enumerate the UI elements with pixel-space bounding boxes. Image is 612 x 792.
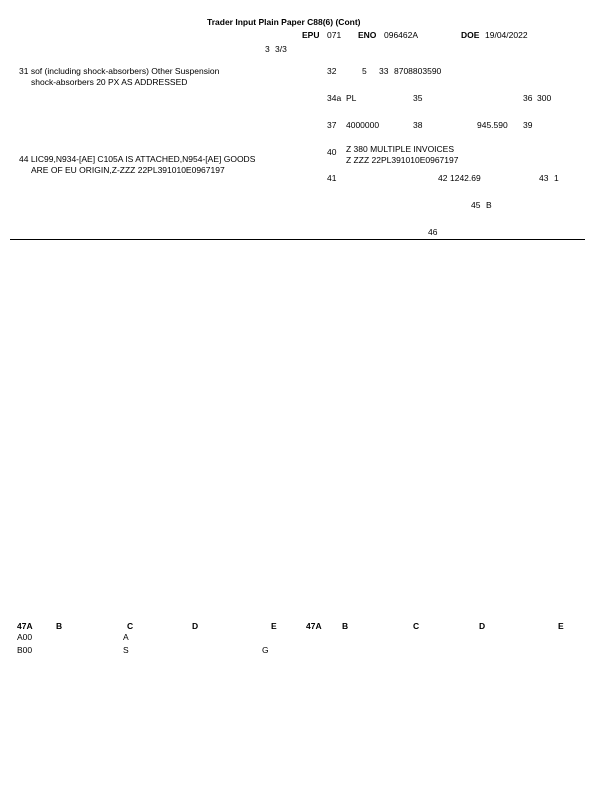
tax-left-header-c: C [127, 621, 134, 631]
tax-right-header-c: C [413, 621, 420, 631]
box31-description-line2: shock-absorbers 20 PX AS ADDRESSED [31, 77, 188, 87]
box45-label: 45 [471, 200, 481, 210]
box40-line2: Z ZZZ 22PL391010E0967197 [346, 155, 459, 165]
tax-right-header-e: E [558, 621, 564, 631]
tax-right-header-d: D [479, 621, 486, 631]
box35-label: 35 [413, 93, 423, 103]
box42-value: 1242.69 [450, 173, 481, 183]
box31-description-line1: 31 sof (including shock-absorbers) Other Suspension [19, 66, 220, 76]
box42-label: 42 [438, 173, 448, 183]
box32-value: 5 [362, 66, 367, 76]
box44-line2: ARE OF EU ORIGIN,Z-ZZZ 22PL391010E0967197 [31, 165, 225, 175]
box43-label: 43 [539, 173, 549, 183]
eno-label: ENO [358, 30, 377, 40]
box38-value: 945.590 [477, 120, 508, 130]
tax-left-row2-e: G [262, 645, 269, 655]
form-title: Trader Input Plain Paper C88(6) (Cont) [207, 17, 361, 27]
doe-value: 19/04/2022 [485, 30, 528, 40]
box41-label: 41 [327, 173, 337, 183]
epu-value: 071 [327, 30, 342, 40]
tax-left-header-b: B [56, 621, 63, 631]
tax-right-header-47a: 47A [306, 621, 322, 631]
box33-value: 8708803590 [394, 66, 442, 76]
page-of: 3/3 [275, 44, 287, 54]
box40-label: 40 [327, 147, 337, 157]
box36-value: 300 [537, 93, 552, 103]
section-divider [10, 239, 585, 240]
box33-label: 33 [379, 66, 389, 76]
box38-label: 38 [413, 120, 423, 130]
tax-left-header-47a: 47A [17, 621, 33, 631]
box34a-value: PL [346, 93, 357, 103]
page-number: 3 [265, 44, 270, 54]
box40-line1: Z 380 MULTIPLE INVOICES [346, 144, 455, 154]
box46-label: 46 [428, 227, 438, 237]
box44-line1: 44 LIC99,N934-[AE] C105A IS ATTACHED,N954-[AE] GOODS [19, 154, 256, 164]
box37-label: 37 [327, 120, 337, 130]
box45-value: B [486, 200, 492, 210]
eno-value: 096462A [384, 30, 419, 40]
tax-left-row2-code: B00 [17, 645, 33, 655]
epu-label: EPU [302, 30, 320, 40]
tax-left-row1-code: A00 [17, 632, 33, 642]
tax-right-header-b: B [342, 621, 349, 631]
tax-left-row2-c: S [123, 645, 129, 655]
tax-left-header-d: D [192, 621, 199, 631]
tax-left-row1-c: A [123, 632, 129, 642]
tax-left-header-e: E [271, 621, 277, 631]
box36-label: 36 [523, 93, 533, 103]
box32-label: 32 [327, 66, 337, 76]
box34a-label: 34a [327, 93, 342, 103]
box39-label: 39 [523, 120, 533, 130]
box37-value: 4000000 [346, 120, 380, 130]
doe-label: DOE [461, 30, 480, 40]
box43-value: 1 [554, 173, 559, 183]
